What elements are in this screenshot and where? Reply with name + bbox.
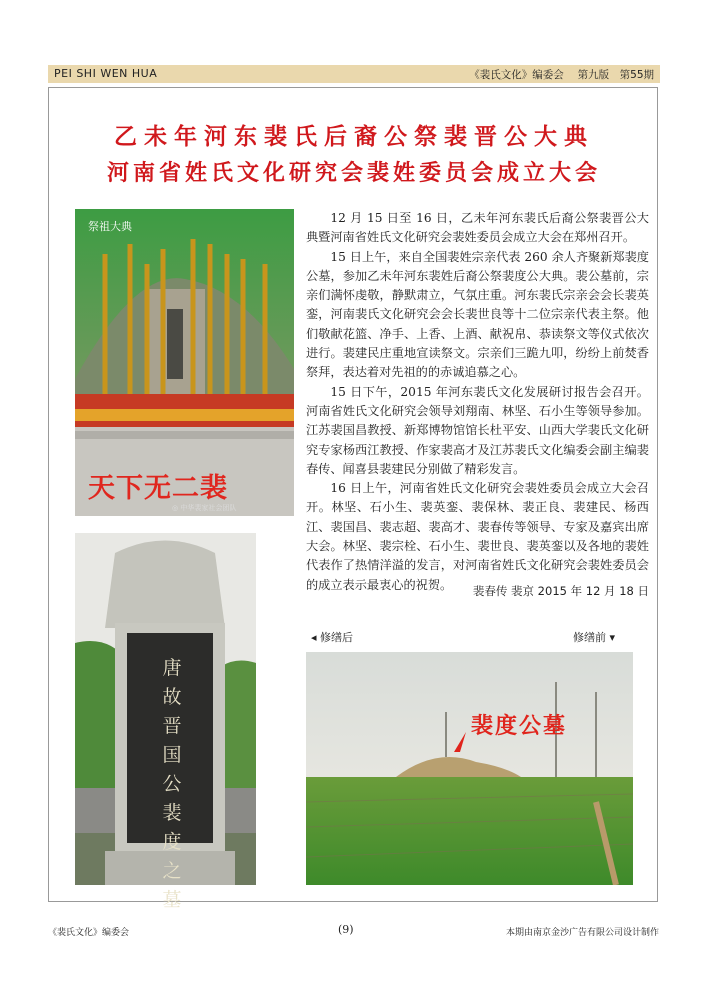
label-after-restoration: ◂ 修缮后: [311, 631, 354, 644]
calligraphy-inscription: 天下无二裴: [88, 473, 228, 504]
tomb-field-photo: [306, 652, 633, 885]
paragraph: 15 日下午，2015 年河东裴氏文化发展研讨报告会召开。河南省姓氏文化研究会领导刘翔南、林坚、石小生等领导参加。江苏裴国昌教授、新郑博物馆馆长杜平安、山西大学裴氏文化研究专家杨西江教授、作家裴高才及江苏裴氏文化编委会副主编裴春传、闻喜县裴建民分别做了精彩发言。: [306, 384, 649, 476]
tomb-inscription: 唐故晋国公裴度之墓: [162, 657, 182, 911]
publication-name: PEI SHI WEN HUA: [54, 67, 158, 80]
paragraph: 15 日上午，来自全国裴姓宗亲代表 260 余人齐聚新郑裴度公墓，参加乙未年河东裴姓后裔公祭裴度公大典。裴公墓前，宗亲们满怀虔敬，静默肃立，气氛庄重。河东裴氏宗亲会会长裴英銮，河南裴氏文化研究会会长裴世良等十二位宗亲代表主祭。他们敬献花篮、净手、上香、上酒、献祝帛、恭读祭文等仪式依次进行。裴建民庄重地宣读祭文。宗亲们三跪九叩，纷纷上前焚香祭拜，表达着对先祖的的赤诚追慕之心。: [306, 249, 649, 380]
page-number: (9): [338, 923, 354, 936]
footer-publisher: 《裴氏文化》编委会: [48, 928, 130, 938]
article-title: 乙未年河东裴氏后裔公祭裴晋公大典: [114, 123, 594, 150]
tomb-label: 裴度公墓: [471, 713, 568, 739]
footer-credit: 本期由南京金沙广告有限公司设计制作: [505, 928, 659, 938]
ceremony-caption: 祭祖大典: [88, 220, 132, 233]
page-header: [48, 65, 660, 83]
article-subtitle: 河南省姓氏文化研究会裴姓委员会成立大会: [106, 160, 601, 186]
paragraph: 12 月 15 日至 16 日，乙未年河东裴氏后裔公祭裴晋公大典暨河南省姓氏文化研究会裴姓委员会成立大会在郑州召开。: [306, 211, 649, 245]
label-before-restoration: 修缮前 ▾: [573, 631, 616, 644]
article-body: [306, 209, 649, 595]
paragraph: 16 日上午，河南省姓氏文化研究会裴姓委员会成立大会召开。林坚、石小生、裴英銮、裴保林、裴正良、裴建民、杨西江、裴国昌、裴志超、裴高才、裴春传等领导、专家及嘉宾出席大会。林坚、裴宗栓、石小生、裴世良、裴英銮以及各地的裴姓代表作了热情洋溢的发言，对河南省姓氏文化研究会裴姓委员会的成立表示最衷心的祝贺。: [306, 481, 649, 592]
article-signature: 裴春传 裴京 2015 年 12 月 18 日: [472, 584, 649, 598]
issue-info: 《裴氏文化》编委会 第九版 第55期: [469, 69, 654, 81]
photo-watermark: ◎ 中华裴家社会团队: [172, 504, 237, 512]
